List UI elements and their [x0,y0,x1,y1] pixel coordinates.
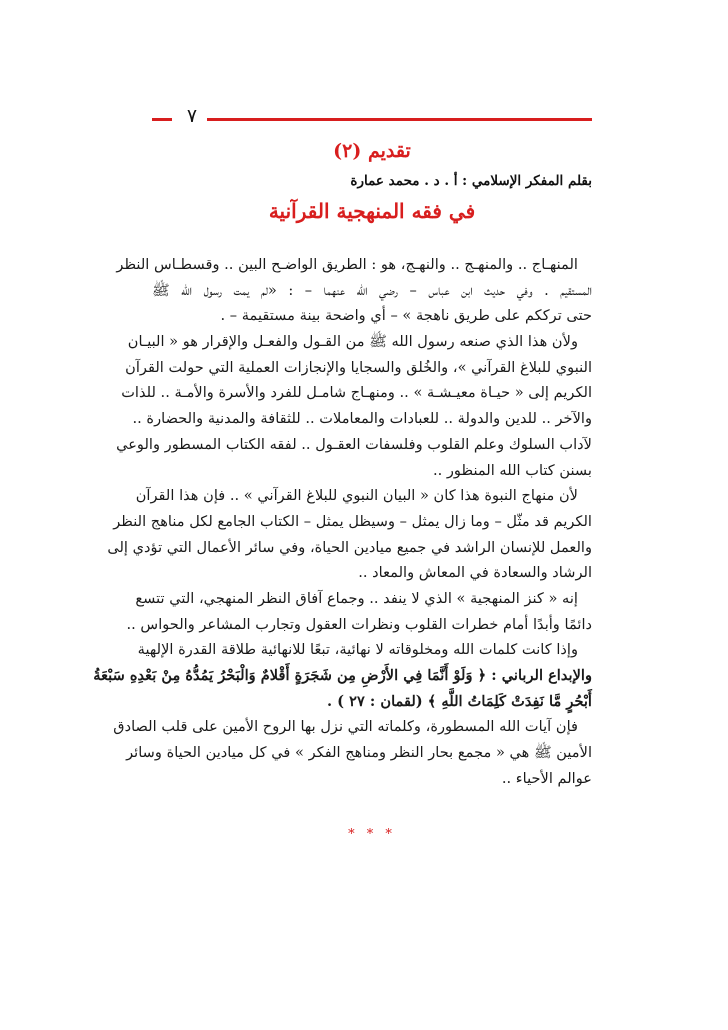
quran-verse-line: أَبْحُرٍ مَّا نَفِدَتْ كَلِمَاتُ اللَّهِ ﴾ (لقمان : ٢٧ ) . [326,692,592,710]
text-line: الكريم قد مثّل – وما زال يمثل – وسيظل يمثل – الكتاب الجامع لكل مناهج النظر [113,512,592,530]
text-line: وإذا كانت كلمات الله ومخلوقاته لا نهائية، تبعًا للانهائية طلاقة القدرة الإلهية [137,641,578,659]
text-line: الرشاد والسعادة في المعاش والمعاد .. [358,564,592,582]
text-line: عوالم الأحياء .. [501,769,592,787]
text-line: حتى ترككم على طريق ناهجة » – أي واضحة بينة مستقيمة – . [220,307,592,325]
section-subtitle: في فقه المنهجية القرآنية [268,199,476,223]
text-line: الكريم إلى « حيـاة معيـشـة » .. ومنهـاج شامـل للفرد والأسرة والأمـة .. للذات [121,384,592,402]
page-number: ٧ [186,105,198,127]
text-line: فإن آيات الله المسطورة، وكلماته التي نزل بها الروح الأمين على قلب الصادق [113,718,578,736]
body-text [93,252,592,791]
section-title: تقديم (٢) [333,140,411,162]
text-line: إنه « كنز المنهجية » الذي لا ينفد .. وجماع آفاق النظر المنهجي، التي تتسع [135,589,578,607]
text-line: المستقيم . وفي حديث ابن عباس – رضي الله عنهما – : «لم يمت رسول الله ﷺ [152,281,592,299]
text-line: لأن منهاج النبوة هذا كان « البيان النبوي للبلاغ القرآني » .. فإن هذا القرآن [135,487,578,505]
text-line: والآخر .. للدين والدولة .. للعبادات والمعاملات .. للثقافة والمدنية والحضارة .. [132,410,592,428]
text-line: دائمًا وأبدًا أمام خطرات القلوب ونظرات العقول وتجارب المشاعر والحواس .. [126,615,592,633]
text-line: ولأن هذا الذي صنعه رسول الله ﷺ من القـول والفعـل والإقرار هو « البيـان [127,333,578,351]
text-line: بسنن كتاب الله المنظور .. [432,461,592,479]
text-line: الأمين ﷺ هي « مجمع بحار النظر ومناهج الفكر » في كل ميادين الحياة وسائر [126,744,592,762]
header-rule-left [152,118,172,121]
header-rule-right [207,118,592,121]
text-line: والعمل للإنسان الراشد في جميع ميادين الحياة، وفي سائر الأعمال التي تؤدي إلى [107,538,592,556]
quran-verse-line: والإبداع الرباني : ﴿ وَلَوْ أَنَّمَا فِي الأَرْضِ مِن شَجَرَةٍ أَقْلامٌ وَالْبَحْرُ يَمُدُّهُ مِنْ بَعْدِهِ سَبْعَةُ [93,667,592,684]
text-line: لآداب السلوك وعلم القلوب وفلسفات العقـول .. لفقه الكتاب المسطور والوعي [116,435,592,453]
text-line: المنهـاج .. والمنهـج .. والنهـج، هو : الطريق الواضـح البين .. وقسطـاس النظر [116,256,578,273]
text-line: النبوي للبلاغ القرآني »، والخُلق والسجايا والإنجازات العملية التي حولت القرآن [125,358,592,376]
author-byline: بقلم المفكر الإسلامي : أ . د . محمد عمارة [350,173,592,189]
section-separator: * * * [348,827,396,842]
